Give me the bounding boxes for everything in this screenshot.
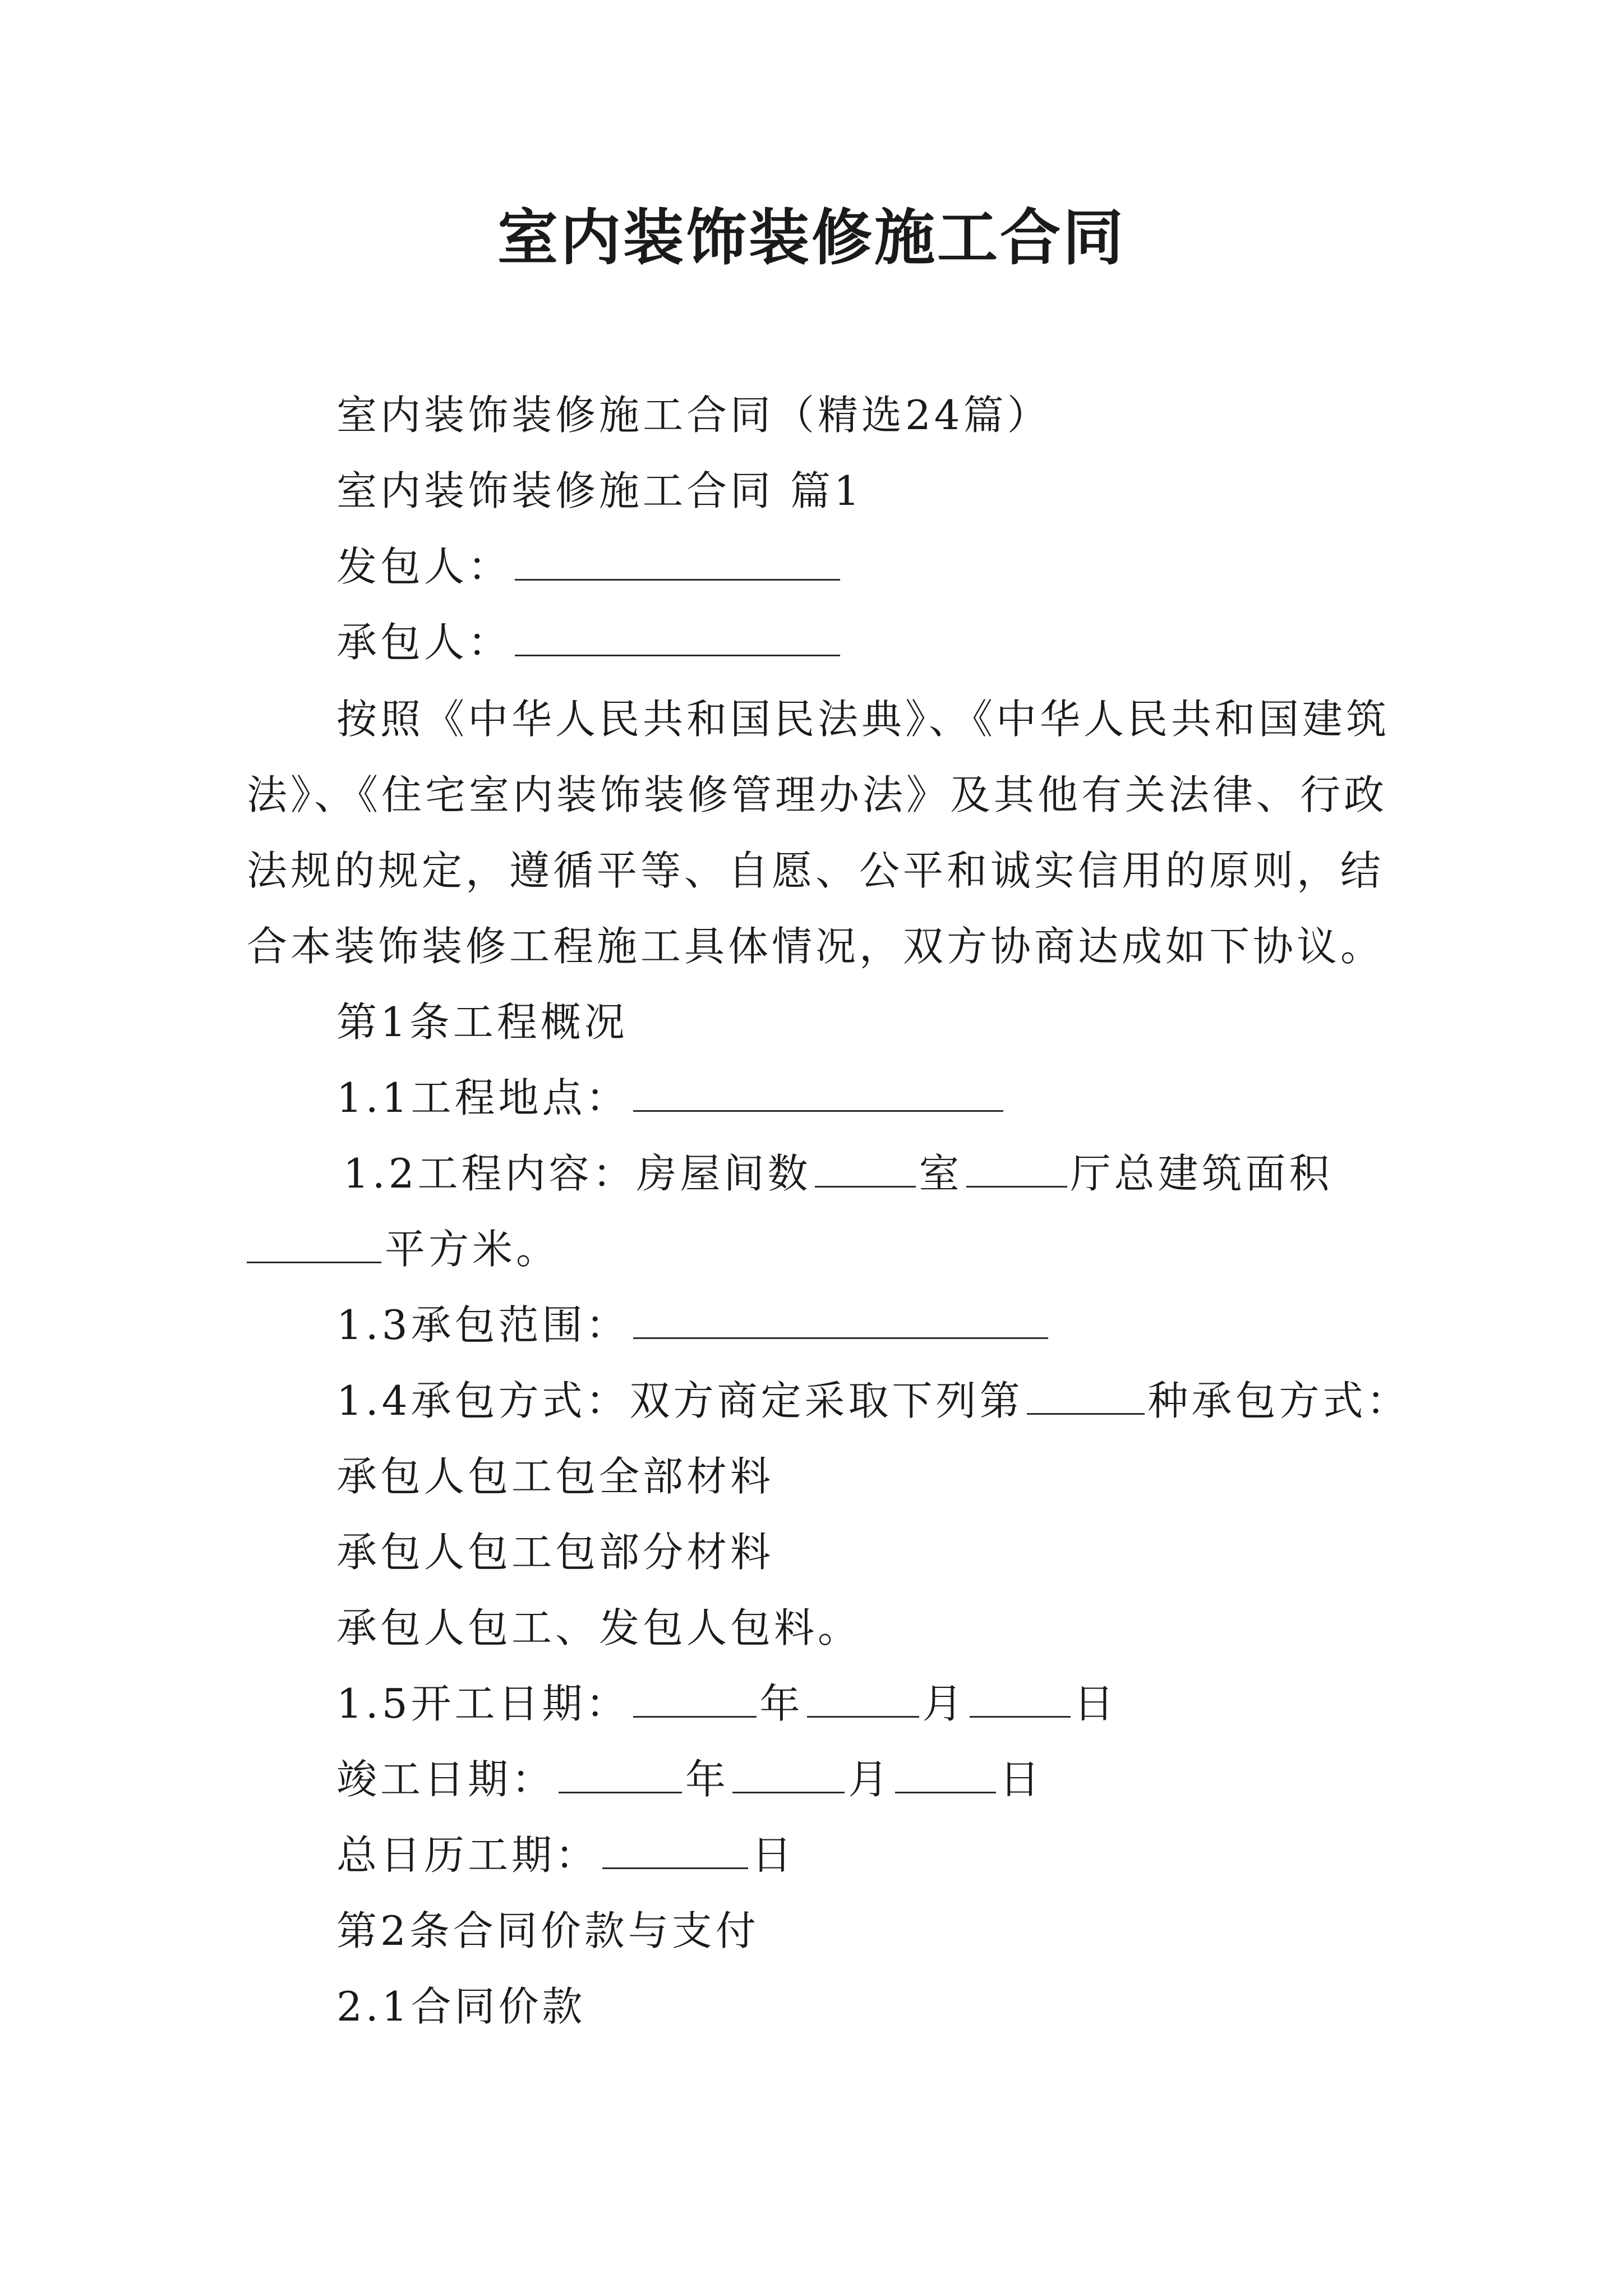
content-label: 1.2工程内容：房屋间数 bbox=[343, 1150, 811, 1197]
end-year-blank bbox=[559, 1751, 682, 1793]
option-3: 承包人包工、发包人包料。 bbox=[336, 1604, 862, 1651]
method-label: 1.4承包方式：双方商定采取下列第 bbox=[336, 1377, 1023, 1424]
end-year-unit: 年 bbox=[685, 1756, 730, 1803]
duration-unit: 日 bbox=[751, 1832, 796, 1879]
start-year-unit: 年 bbox=[759, 1680, 804, 1727]
article-2-heading: 第2条合同价款与支付 bbox=[336, 1907, 759, 1954]
preamble-line-4: 合本装饰装修工程施工具体情况，双方协商达成如下协议。 bbox=[247, 923, 1385, 970]
rooms-blank bbox=[815, 1145, 916, 1188]
method-suffix: 种承包方式： bbox=[1147, 1377, 1410, 1424]
scope-blank bbox=[633, 1297, 1048, 1339]
start-date-line bbox=[336, 1676, 1118, 1732]
start-day-blank bbox=[970, 1676, 1071, 1718]
contractor-label: 承包人： bbox=[336, 619, 512, 666]
article-1-heading: 第1条工程概况 bbox=[336, 999, 628, 1046]
content-line bbox=[343, 1145, 1333, 1202]
start-month-blank bbox=[807, 1676, 919, 1718]
document-title: 室内装饰装修施工合同 bbox=[497, 203, 1126, 273]
area-blank bbox=[247, 1221, 381, 1263]
end-date-line bbox=[336, 1751, 1043, 1807]
employer-label: 发包人： bbox=[336, 543, 512, 590]
preamble-line-1: 按照《中华人民共和国民法典》、《中华人民共和国建筑 bbox=[336, 696, 1390, 743]
contractor-blank bbox=[515, 614, 840, 656]
area-unit: 平方米。 bbox=[385, 1226, 560, 1273]
location-label: 1.1工程地点： bbox=[336, 1074, 630, 1121]
room-unit: 室 bbox=[919, 1150, 963, 1197]
start-day-unit: 日 bbox=[1073, 1680, 1118, 1727]
section-heading: 室内装饰装修施工合同 篇1 bbox=[336, 467, 863, 514]
end-label: 竣工日期： bbox=[336, 1756, 556, 1803]
employer-line bbox=[336, 539, 843, 595]
start-year-blank bbox=[633, 1676, 757, 1718]
start-month-unit: 月 bbox=[922, 1680, 966, 1727]
scope-line bbox=[336, 1297, 1052, 1353]
hall-area-label: 厅总建筑面积 bbox=[1070, 1150, 1333, 1197]
employer-blank bbox=[515, 539, 840, 581]
duration-blank bbox=[602, 1827, 748, 1869]
preamble-line-2: 法》、《住宅室内装饰装修管理办法》及其他有关法律、行政 bbox=[247, 771, 1388, 818]
end-month-blank bbox=[732, 1751, 845, 1793]
price-label: 2.1合同价款 bbox=[336, 1983, 586, 2030]
method-line bbox=[336, 1373, 1410, 1429]
location-line bbox=[336, 1070, 1007, 1126]
end-day-unit: 日 bbox=[999, 1756, 1044, 1803]
method-blank bbox=[1027, 1373, 1145, 1415]
start-label: 1.5开工日期： bbox=[336, 1680, 630, 1727]
preamble-line-3: 法规的规定，遵循平等、自愿、公平和诚实信用的原则，结 bbox=[247, 847, 1385, 894]
duration-line bbox=[336, 1827, 795, 1883]
duration-label: 总日历工期： bbox=[336, 1832, 600, 1879]
end-month-unit: 月 bbox=[848, 1756, 892, 1803]
end-day-blank bbox=[895, 1751, 996, 1793]
contractor-line bbox=[336, 614, 843, 670]
scope-label: 1.3承包范围： bbox=[336, 1301, 630, 1349]
area-line bbox=[247, 1221, 560, 1277]
option-2: 承包人包工包部分材料 bbox=[336, 1529, 774, 1576]
halls-blank bbox=[966, 1145, 1067, 1188]
option-1: 承包人包工包全部材料 bbox=[336, 1453, 774, 1500]
location-blank bbox=[633, 1070, 1003, 1112]
document-subtitle: 室内装饰装修施工合同（精选24篇） bbox=[336, 392, 1051, 439]
